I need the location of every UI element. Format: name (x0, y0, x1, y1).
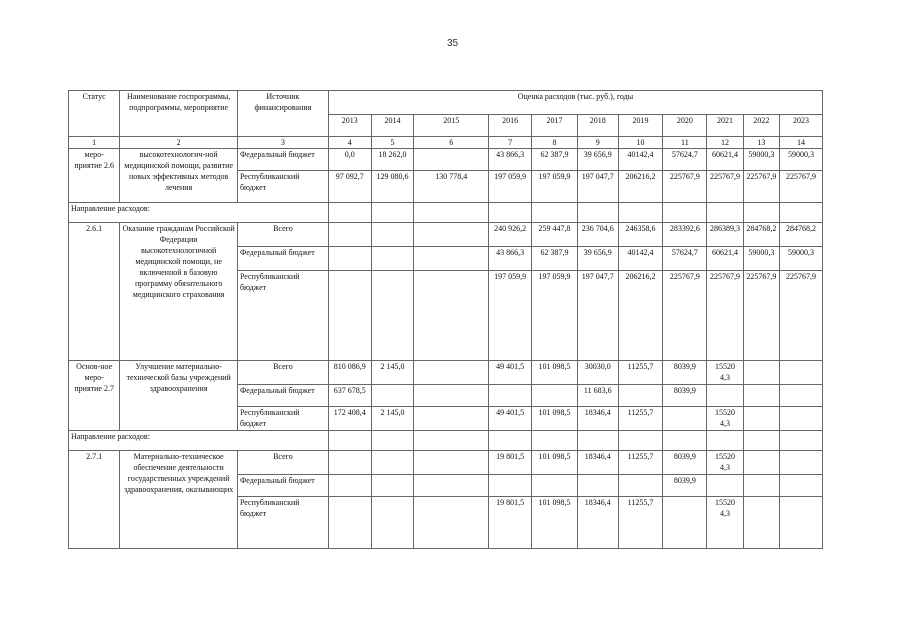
empty-cell (618, 203, 663, 223)
row-value: 283392,6 (663, 223, 707, 247)
row-value: 19 801,5 (489, 497, 532, 549)
row-value (371, 223, 414, 247)
column-number: 12 (707, 137, 743, 149)
row-value (707, 385, 743, 407)
header-year: 2013 (328, 115, 371, 137)
empty-cell (663, 431, 707, 451)
header-year: 2021 (707, 115, 743, 137)
row-value: 11255,7 (618, 361, 663, 385)
row-value: 11255,7 (618, 407, 663, 431)
row-value: 8039,9 (663, 361, 707, 385)
row-value: 172 408,4 (328, 407, 371, 431)
empty-cell (707, 431, 743, 451)
column-number: 3 (237, 137, 328, 149)
row-source: Республиканский бюджет (237, 407, 328, 431)
header-year: 2023 (780, 115, 823, 137)
row-source: Всего (237, 223, 328, 247)
row-value: 8039,9 (663, 385, 707, 407)
row-value (780, 407, 823, 431)
row-value: 39 656,9 (577, 149, 618, 171)
row-value (780, 497, 823, 549)
row-value (743, 475, 779, 497)
row-value: 810 086,9 (328, 361, 371, 385)
row-value: 40142,4 (618, 149, 663, 171)
row-value: 43 866,3 (489, 247, 532, 271)
row-value: 197 059,9 (489, 271, 532, 361)
row-value (743, 407, 779, 431)
row-value: 49 401,5 (489, 407, 532, 431)
column-number: 5 (371, 137, 414, 149)
header-year: 2018 (577, 115, 618, 137)
empty-cell (663, 203, 707, 223)
table-row (69, 361, 823, 385)
empty-cell (531, 203, 577, 223)
row-value: 197 059,9 (489, 171, 532, 203)
header-year: 2020 (663, 115, 707, 137)
direction-row (69, 203, 823, 223)
row-value (743, 361, 779, 385)
empty-cell (780, 203, 823, 223)
row-source: Федеральный бюджет (237, 475, 328, 497)
row-value: 0,0 (328, 149, 371, 171)
row-value: 57624,7 (663, 149, 707, 171)
budget-table (68, 90, 823, 549)
empty-cell (414, 431, 489, 451)
row-value (328, 247, 371, 271)
direction-row (69, 431, 823, 451)
row-value: 225767,9 (743, 171, 779, 203)
table-row (69, 149, 823, 171)
row-value (743, 497, 779, 549)
column-number: 1 (69, 137, 120, 149)
row-value: 225767,9 (707, 171, 743, 203)
table-row (69, 451, 823, 475)
row-value: 43 866,3 (489, 149, 532, 171)
row-value (371, 451, 414, 475)
row-value: 236 704,6 (577, 223, 618, 247)
direction-label: Направление расходов: (69, 203, 329, 223)
row-value (531, 385, 577, 407)
row-value (780, 475, 823, 497)
row-value (414, 149, 489, 171)
row-value: 197 047,7 (577, 171, 618, 203)
page-number: 35 (446, 38, 459, 49)
row-value (663, 407, 707, 431)
empty-cell (371, 431, 414, 451)
row-value (414, 223, 489, 247)
header-year: 2022 (743, 115, 779, 137)
row-value: 19 801,5 (489, 451, 532, 475)
row-value: 30030,0 (577, 361, 618, 385)
row-status: 2.7.1 (69, 451, 120, 549)
row-value (780, 451, 823, 475)
row-value: 18346,4 (577, 407, 618, 431)
row-value (414, 385, 489, 407)
row-value: 15520 4,3 (707, 497, 743, 549)
column-number: 10 (618, 137, 663, 149)
row-value: 197 059,9 (531, 271, 577, 361)
row-value: 225767,9 (663, 271, 707, 361)
empty-cell (618, 431, 663, 451)
row-value: 60621,4 (707, 149, 743, 171)
row-value (414, 271, 489, 361)
row-value (371, 385, 414, 407)
column-number: 6 (414, 137, 489, 149)
row-value: 15520 4,3 (707, 407, 743, 431)
row-value: 18 262,0 (371, 149, 414, 171)
empty-cell (577, 203, 618, 223)
row-value (371, 475, 414, 497)
row-name: Материально-техническое обеспечение деятельности государственных учреждений здравоохранения, оказывающих (120, 451, 238, 549)
row-source: Всего (237, 451, 328, 475)
header-year: 2014 (371, 115, 414, 137)
row-name: Оказание гражданам Российской Федерации высокотехнологичной медицинской помощи, не включенной в базовую программу обязательного медицинского страхования (120, 223, 238, 361)
empty-cell (780, 431, 823, 451)
empty-cell (328, 203, 371, 223)
row-value (371, 247, 414, 271)
row-value: 101 098,5 (531, 497, 577, 549)
row-value (489, 385, 532, 407)
row-value: 197 059,9 (531, 171, 577, 203)
empty-cell (489, 431, 532, 451)
column-number: 7 (489, 137, 532, 149)
header-year: 2015 (414, 115, 489, 137)
row-value: 101 098,5 (531, 407, 577, 431)
row-value: 101 098,5 (531, 361, 577, 385)
row-value: 18346,4 (577, 497, 618, 549)
column-number: 11 (663, 137, 707, 149)
row-value: 130 778,4 (414, 171, 489, 203)
row-name: высокотехнологич-ной медицинской помощи, развитие новых эффективных методов лечения (120, 149, 238, 203)
row-value: 59000,3 (743, 247, 779, 271)
header-year: 2016 (489, 115, 532, 137)
row-value: 40142,4 (618, 247, 663, 271)
row-value: 286389,3 (707, 223, 743, 247)
row-value: 11255,7 (618, 497, 663, 549)
header-status: Статус (69, 91, 120, 137)
empty-cell (743, 431, 779, 451)
column-number: 14 (780, 137, 823, 149)
row-source: Федеральный бюджет (237, 247, 328, 271)
row-value: 39 656,9 (577, 247, 618, 271)
column-number: 4 (328, 137, 371, 149)
row-value: 8039,9 (663, 475, 707, 497)
row-source: Федеральный бюджет (237, 385, 328, 407)
row-value: 2 145,0 (371, 361, 414, 385)
table-row (69, 223, 823, 247)
header-name: Наименование госпрограммы, подпрограммы, мероприятие (120, 91, 238, 137)
row-value: 206216,2 (618, 171, 663, 203)
row-value (328, 223, 371, 247)
row-value: 225767,9 (743, 271, 779, 361)
row-value (371, 497, 414, 549)
row-value (328, 451, 371, 475)
row-value: 62 387,9 (531, 247, 577, 271)
row-value (414, 451, 489, 475)
row-value: 225767,9 (780, 171, 823, 203)
row-value: 129 080,6 (371, 171, 414, 203)
row-value: 57624,7 (663, 247, 707, 271)
empty-cell (489, 203, 532, 223)
row-source: Республиканский бюджет (237, 497, 328, 549)
row-value (531, 475, 577, 497)
row-value (328, 497, 371, 549)
empty-cell (577, 431, 618, 451)
row-value (743, 385, 779, 407)
row-value: 60621,4 (707, 247, 743, 271)
header-source: Источник финансирования (237, 91, 328, 137)
row-value: 8039,9 (663, 451, 707, 475)
row-value (707, 475, 743, 497)
empty-cell (743, 203, 779, 223)
row-value: 225767,9 (707, 271, 743, 361)
row-value: 59000,3 (780, 247, 823, 271)
row-value (414, 247, 489, 271)
row-value (577, 475, 618, 497)
row-value: 11255,7 (618, 451, 663, 475)
empty-cell (371, 203, 414, 223)
row-value: 101 098,5 (531, 451, 577, 475)
row-value (618, 475, 663, 497)
row-status: Основ-ное меро-приятие 2.7 (69, 361, 120, 431)
header-year: 2019 (618, 115, 663, 137)
row-source: Всего (237, 361, 328, 385)
empty-cell (707, 203, 743, 223)
row-value: 59000,3 (780, 149, 823, 171)
row-value (414, 361, 489, 385)
row-value: 206216,2 (618, 271, 663, 361)
row-value (414, 497, 489, 549)
row-value (328, 271, 371, 361)
row-value: 49 401,5 (489, 361, 532, 385)
column-number: 2 (120, 137, 238, 149)
row-value: 197 047,7 (577, 271, 618, 361)
row-value: 18346,4 (577, 451, 618, 475)
empty-cell (531, 431, 577, 451)
row-source: Республиканский бюджет (237, 171, 328, 203)
row-value: 246358,6 (618, 223, 663, 247)
row-status: 2.6.1 (69, 223, 120, 361)
row-value: 15520 4,3 (707, 361, 743, 385)
column-number: 9 (577, 137, 618, 149)
row-value (743, 451, 779, 475)
row-value: 240 926,2 (489, 223, 532, 247)
header-year: 2017 (531, 115, 577, 137)
column-number: 13 (743, 137, 779, 149)
row-status: меро-приятие 2.6 (69, 149, 120, 203)
row-name: Улучшение материально-технической базы учреждений здравоохранения (120, 361, 238, 431)
direction-label: Направление расходов: (69, 431, 329, 451)
header-title: Оценка расходов (тыс. руб.), годы (328, 91, 822, 115)
row-value (371, 271, 414, 361)
row-value: 97 092,7 (328, 171, 371, 203)
row-value (618, 385, 663, 407)
row-value (780, 385, 823, 407)
row-value (780, 361, 823, 385)
row-value (489, 475, 532, 497)
row-source: Федеральный бюджет (237, 149, 328, 171)
column-number: 8 (531, 137, 577, 149)
empty-cell (414, 203, 489, 223)
row-value: 637 678,5 (328, 385, 371, 407)
row-value: 225767,9 (780, 271, 823, 361)
row-source: Республиканский бюджет (237, 271, 328, 361)
row-value: 284768,2 (743, 223, 779, 247)
row-value: 59000,3 (743, 149, 779, 171)
row-value: 225767,9 (663, 171, 707, 203)
row-value: 284768,2 (780, 223, 823, 247)
row-value (328, 475, 371, 497)
row-value: 259 447,8 (531, 223, 577, 247)
empty-cell (328, 431, 371, 451)
row-value (663, 497, 707, 549)
row-value (414, 475, 489, 497)
row-value (414, 407, 489, 431)
row-value: 2 145,0 (371, 407, 414, 431)
row-value: 15520 4,3 (707, 451, 743, 475)
row-value: 11 683,6 (577, 385, 618, 407)
row-value: 62 387,9 (531, 149, 577, 171)
